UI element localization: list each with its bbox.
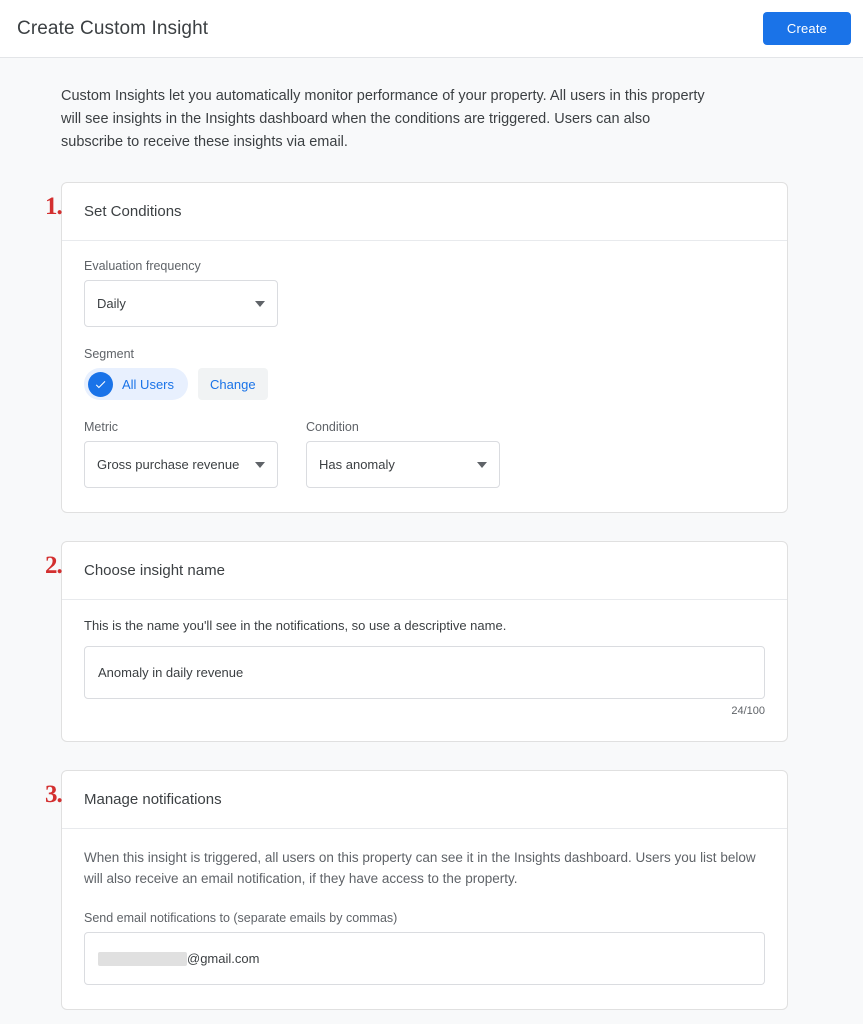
insight-name-title: Choose insight name xyxy=(84,562,225,579)
change-segment-button[interactable]: Change xyxy=(198,368,268,400)
metric-group xyxy=(84,420,278,488)
create-button[interactable]: Create xyxy=(763,12,851,45)
chevron-down-icon xyxy=(477,462,487,468)
spacer xyxy=(0,513,863,541)
insight-name-input[interactable] xyxy=(84,646,765,699)
chevron-down-icon xyxy=(255,462,265,468)
segment-chip-label: All Users xyxy=(122,376,175,392)
page-title: Create Custom Insight xyxy=(17,17,209,39)
segment-row xyxy=(84,368,765,400)
set-conditions-header xyxy=(62,183,787,241)
set-conditions-card xyxy=(45,182,788,513)
email-value: @gmail.com xyxy=(187,951,260,966)
evaluation-frequency-select[interactable] xyxy=(84,280,278,327)
manage-notifications-body xyxy=(62,829,787,1009)
evaluation-frequency-label: Evaluation frequency xyxy=(84,259,201,273)
manage-notifications-title: Manage notifications xyxy=(84,791,222,808)
set-conditions-body xyxy=(62,241,787,512)
condition-select[interactable] xyxy=(306,441,500,488)
intro-description: Custom Insights let you automatically monitor performance of your property. All users in this property will see insights in the Insights dashboard when the conditions are triggered. Users can also subscribe to receive these insights via email. xyxy=(61,88,705,150)
manage-notifications-card xyxy=(45,770,788,1010)
condition-group xyxy=(306,420,500,488)
spacer xyxy=(0,154,863,182)
segment-label: Segment xyxy=(84,347,135,361)
insight-name-counter: 24/100 xyxy=(731,705,765,717)
page-content xyxy=(0,58,863,1024)
step-number-1: 1. xyxy=(45,193,62,220)
step-number-3: 3. xyxy=(45,781,62,808)
metric-condition-row xyxy=(84,420,765,488)
spacer xyxy=(0,742,863,770)
metric-label: Metric xyxy=(84,420,119,434)
evaluation-frequency-value: Daily xyxy=(97,296,126,311)
condition-label: Condition xyxy=(306,420,359,434)
evaluation-frequency-group xyxy=(84,259,765,327)
insight-name-helper: This is the name you'll see in the notifications, so use a descriptive name. xyxy=(84,618,507,633)
chevron-down-icon xyxy=(255,301,265,307)
metric-select[interactable] xyxy=(84,441,278,488)
page-header xyxy=(0,0,863,58)
insight-name-value: Anomaly in daily revenue xyxy=(98,665,244,680)
insight-name-header xyxy=(62,542,787,600)
redacted-email-prefix xyxy=(98,952,187,966)
check-icon xyxy=(88,372,113,397)
metric-value: Gross purchase revenue xyxy=(97,457,240,472)
condition-value: Has anomaly xyxy=(319,457,395,472)
email-input[interactable] xyxy=(84,932,765,985)
segment-group xyxy=(84,347,765,400)
step-number-2: 2. xyxy=(45,552,62,579)
set-conditions-title: Set Conditions xyxy=(84,203,182,220)
insight-name-body xyxy=(62,600,787,741)
notifications-notice: When this insight is triggered, all users on this property can see it in the Insights dashboard. Users you list below will also receive an email notification, if they have access to the property. xyxy=(84,850,756,886)
email-field-label: Send email notifications to (separate emails by commas) xyxy=(84,911,398,925)
segment-chip-all-users[interactable] xyxy=(84,368,188,400)
manage-notifications-header xyxy=(62,771,787,829)
insight-name-card xyxy=(45,541,788,742)
